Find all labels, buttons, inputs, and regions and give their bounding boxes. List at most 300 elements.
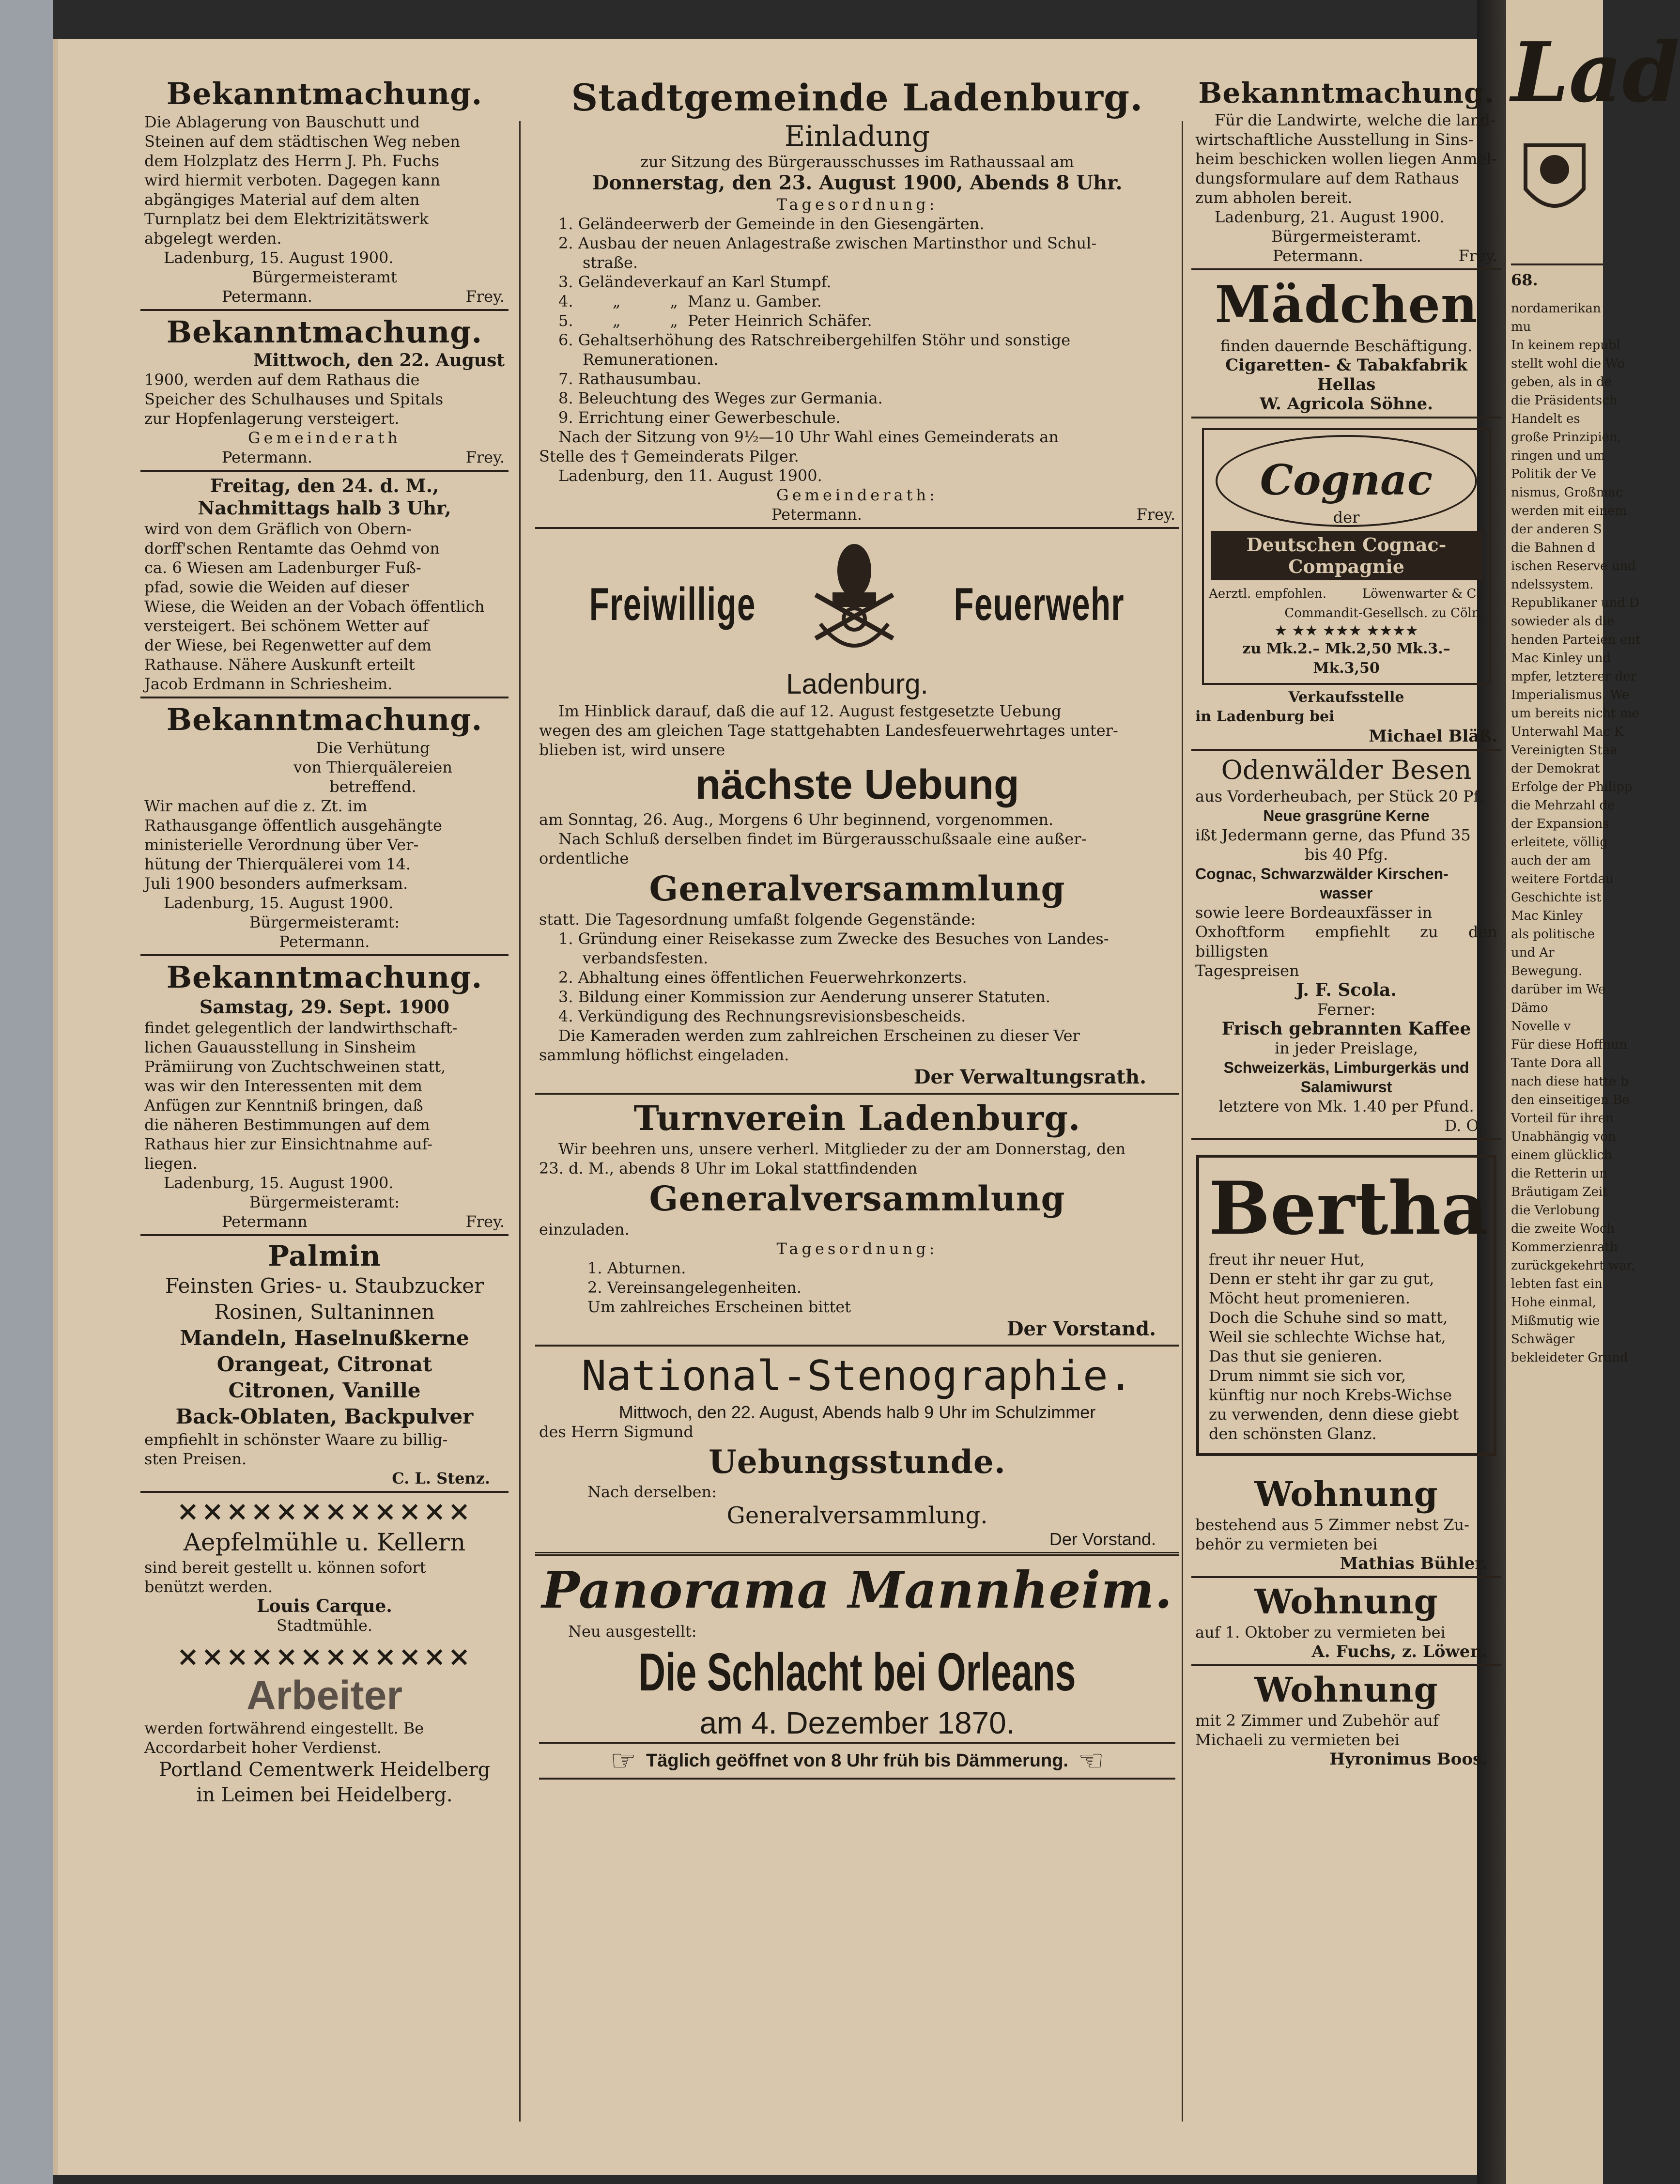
article-line: die zweite Woch <box>1511 1222 1615 1236</box>
signature: Petermann. <box>1273 247 1363 265</box>
ad-line: Wir beehren uns, unsere verherl. Mitglieder zu der am Donnerstag, den <box>558 1140 1126 1158</box>
notice-line: Turnplatz bei dem Elektrizitätswerk <box>144 210 429 228</box>
article-line: henden Parteien ent <box>1511 633 1641 647</box>
article-line: Geschichte ist <box>1511 890 1602 905</box>
article-line: die Verlobung <box>1511 1203 1600 1218</box>
article-line: ringen und um <box>1511 449 1605 463</box>
ad-line: Nach derselben: <box>587 1483 717 1501</box>
agenda-item: 1. Gründung einer Reisekasse zum Zwecke des Besuches von Landes- <box>558 929 1109 948</box>
article-line: sowieder als die <box>1511 614 1615 629</box>
notice-line: wird von dem Gräflich von Obern- <box>144 520 412 538</box>
poem-line: den schönsten Glanz. <box>1209 1425 1377 1443</box>
ad-aepfelmuehle <box>140 1493 509 1638</box>
notice-line: abgängiges Material auf dem alten <box>144 190 420 209</box>
coat-of-arms-icon <box>1511 126 1598 232</box>
article-line: lebten fast ein <box>1511 1277 1603 1291</box>
ad-bertha <box>1196 1155 1496 1456</box>
article-line: den einseitigen Be <box>1511 1093 1630 1107</box>
article-line: Schwäger <box>1511 1332 1575 1347</box>
ad-line: aus Vorderheubach, per Stück 20 Pf. <box>1195 787 1484 805</box>
divider-crosses: ×××××××××××× <box>176 1495 473 1527</box>
notice-line: hütung der Thierquälerei vom 14. <box>144 855 411 873</box>
notice-title: Bekanntmachung. <box>1198 77 1495 109</box>
article-line: Unterwahl Mac K <box>1511 725 1624 739</box>
signature: J. F. Scola. <box>1296 980 1397 1000</box>
agenda-item: 2. Abhaltung eines öffentlichen Feuerwehrkonzerts. <box>558 968 967 987</box>
agenda-item: 7. Rathausumbau. <box>558 370 702 388</box>
ad-firm: Löwenwarter & Co <box>1362 587 1484 601</box>
ad-turnverein <box>535 1095 1179 1347</box>
ad-line: bestehend aus 5 Zimmer nebst Zu- <box>1195 1516 1469 1534</box>
article-line: Hohe einmal, <box>1511 1295 1596 1310</box>
notice-title: Bekanntmachung. <box>166 702 483 737</box>
article-line: und Ar <box>1511 945 1555 960</box>
signature: Der Vorstand. <box>1049 1529 1156 1549</box>
notice-line: pfad, sowie die Weiden auf dieser <box>144 578 409 596</box>
ad-wohnung-2 <box>1191 1578 1501 1666</box>
agenda-item: 5. „ „ Peter Heinrich Schäfer. <box>558 311 872 330</box>
agenda-item: straße. <box>583 253 638 272</box>
notice-title: Stadtgemeinde Ladenburg. <box>571 76 1143 119</box>
notice-line: Speicher des Schulhauses und Spitals <box>144 390 444 408</box>
ad-line: Verkaufsstelle <box>1288 689 1404 706</box>
notice-line: ministerielle Verordnung über Ver- <box>144 836 419 854</box>
agenda-item: 8. Beleuchtung des Weges zur Germania. <box>558 389 883 407</box>
ad-line: Im Hinblick darauf, daß die auf 12. August festgesetzte Uebung <box>558 702 1062 720</box>
masthead-title: Lad <box>1511 24 1680 121</box>
article-line: zurückgekehrt war, <box>1511 1258 1635 1273</box>
ad-line: Neu ausgestellt: <box>568 1622 697 1641</box>
article-line: Erfolge der Philipp <box>1511 780 1633 794</box>
ad-title: Bertha <box>1209 1166 1488 1251</box>
notice-thierquaelerei <box>140 698 509 956</box>
ad-line: Frisch gebrannten Kaffee <box>1221 1019 1471 1039</box>
notice-line: Wiese, die Weiden an der Vobach öffentlich <box>144 597 485 616</box>
ad-line: in jeder Preislage, <box>1274 1039 1418 1057</box>
notice-subtitle: Einladung <box>784 120 930 153</box>
notice-line: dem Holzplatz des Herrn J. Ph. Fuchs <box>144 152 440 170</box>
notice-office: Bürgermeisteramt. <box>1271 227 1421 246</box>
signature: Frey. <box>1458 247 1497 265</box>
divider-crosses: ×××××××××××× <box>176 1641 473 1673</box>
article-line: der Demokrat <box>1511 761 1600 776</box>
notice-line: Die Ablagerung von Bauschutt und <box>144 113 420 131</box>
agenda-item: 2. Ausbau der neuen Anlagestraße zwischen Martinsthor und Schul- <box>558 234 1097 252</box>
notice-line: Steinen auf dem städtischen Weg neben <box>144 132 460 151</box>
ad-item: Back-Oblaten, Backpulver <box>175 1405 474 1428</box>
agenda-item: Remunerationen. <box>583 350 719 369</box>
signature-sub: Stadtmühle. <box>276 1616 373 1635</box>
signature: Frey. <box>465 287 505 306</box>
agenda-heading: Tagesordnung: <box>776 1239 938 1258</box>
agenda-item: 9. Errichtung einer Gewerbeschule. <box>558 408 841 427</box>
notice-date: Ladenburg, 15. August 1900. <box>164 894 394 912</box>
article-line: bekleideter Grund <box>1511 1350 1628 1365</box>
pointing-hand-right-icon: ☞ <box>610 1744 637 1778</box>
agenda-item: 6. Gehaltserhöhung des Ratschreibergehilfen Stöhr und sonstige <box>558 331 1071 349</box>
ad-item: Feinsten Gries- u. Staubzucker <box>165 1274 484 1298</box>
notice-line: zur Sitzung des Bürgerausschusses im Rathaussaal am <box>640 153 1074 171</box>
article-line: Für diese Hoffnun <box>1511 1038 1627 1052</box>
ad-line: des Herrn Sigmund <box>539 1423 694 1441</box>
ad-firm: Portland Cementwerk Heidelberg <box>158 1759 491 1781</box>
signature: Louis Carque. <box>257 1596 392 1616</box>
notice-office: Gemeinderath: <box>776 486 938 504</box>
ad-item: Orangeat, Citronat <box>216 1352 432 1376</box>
ad-line: einzuladen. <box>539 1220 630 1239</box>
agenda-item: 4. Verkündigung des Rechnungsrevisionsbescheids. <box>558 1007 966 1025</box>
article-line: der Expansions <box>1511 817 1609 831</box>
article-line: nach diese hatte b <box>1511 1074 1629 1089</box>
article-line: Handelt es <box>1511 412 1580 426</box>
notice-line: Stelle des † Gemeinderats Pilger. <box>539 447 799 465</box>
article-line: mpfer, letzterer der <box>1511 669 1637 684</box>
ad-line: der <box>1333 508 1360 527</box>
ad-line: finden dauernde Beschäftigung. <box>1220 337 1473 355</box>
notice-line: Wir machen auf die z. Zt. im <box>144 797 368 815</box>
book-binding <box>0 0 53 2184</box>
notice-line: die näheren Bestimmungen auf dem <box>144 1115 430 1134</box>
agenda-item: 3. Geländeverkauf an Karl Stumpf. <box>558 273 832 291</box>
article-line: Bräutigam Zeit <box>1511 1185 1608 1199</box>
ad-panorama <box>535 1556 1179 1782</box>
ad-palmin <box>140 1236 509 1493</box>
signature: Frey. <box>465 1212 505 1231</box>
signature: Petermann <box>222 1212 308 1231</box>
notice-lead: Mittwoch, den 22. August <box>253 350 505 371</box>
ad-line: 23. d. M., abends 8 Uhr im Lokal stattfindenden <box>539 1159 918 1177</box>
ad-firm: Cigaretten- & Tabakfabrik Hellas <box>1225 356 1467 394</box>
ad-title: Mädchen <box>1215 275 1478 334</box>
article-line: einem glücklich <box>1511 1148 1612 1162</box>
notice-office: Bürgermeisteramt <box>252 268 397 286</box>
notice-line: wirtschaftliche Ausstellung in Sins- <box>1195 130 1474 149</box>
notice-date: Ladenburg, den 11. August 1900. <box>558 466 822 485</box>
notice-subject: von Thierquälereien <box>293 758 452 776</box>
ad-title: Panorama Mannheim. <box>541 1560 1173 1620</box>
ad-headline: nächste Uebung <box>695 761 1019 808</box>
ad-line: bis 40 Pfg. <box>1304 845 1388 864</box>
article-line: große Prinzipien, <box>1511 430 1622 445</box>
notice-line: 1900, werden auf dem Rathaus die <box>144 371 420 389</box>
rating-stars: ★ ★★ ★★★ ★★★★ <box>1274 622 1418 639</box>
notice-lead: Nachmittags halb 3 Uhr, <box>198 497 451 519</box>
signature: A. Fuchs, z. Löwen. <box>1311 1642 1488 1661</box>
notice-line: Rathause. Nähere Auskunft erteilt <box>144 655 415 674</box>
ad-line: letztere von Mk. 1.40 per Pfund. <box>1218 1097 1474 1115</box>
notice-line: Juli 1900 besonders aufmerksam. <box>144 874 408 893</box>
ad-title: Turnverein Ladenburg. <box>633 1098 1081 1138</box>
notice-office: Gemeinderath <box>248 429 401 447</box>
article-line: Mac Kinley <box>1511 909 1583 923</box>
ad-line: ordentliche <box>539 849 629 867</box>
article-line: ndelssystem. <box>1511 577 1594 592</box>
signature: Petermann. <box>222 287 312 306</box>
notice-bauschutt <box>140 73 509 311</box>
ad-line: empfiehlt in schönster Waare zu billig- <box>144 1430 448 1449</box>
ad-line: am Sonntag, 26. Aug., Morgens 6 Uhr beginnend, vorgenommen. <box>539 810 1054 829</box>
ad-firm: W. Agricola Söhne. <box>1260 394 1433 414</box>
ad-line: wegen des am gleichen Tage stattgehabten Landesfeuerwehrtages unter- <box>539 721 1118 740</box>
ad-item: Mandeln, Haselnußkerne <box>180 1326 469 1350</box>
ad-line: mit 2 Zimmer und Zubehör auf <box>1195 1711 1439 1730</box>
notice-line: liegen. <box>144 1154 198 1173</box>
notice-hopfen <box>140 311 509 472</box>
ad-firm: Commandit-Gesellsch. zu Cöln. <box>1284 606 1484 620</box>
ad-title: Odenwälder Besen <box>1221 755 1472 785</box>
signature: D. O. <box>1444 1116 1483 1135</box>
notice-line: der Wiese, bei Regenwetter auf dem <box>144 636 432 654</box>
ad-firm: in Leimen bei Heidelberg. <box>196 1784 453 1806</box>
article-line: stellt wohl die Wo <box>1511 356 1625 371</box>
signature: Michael Bläß. <box>1369 727 1497 746</box>
article-line: darüber im We <box>1511 982 1606 997</box>
fire-brigade-emblem-icon <box>806 542 903 667</box>
notice-lead: Freitag, den 24. d. M., <box>210 475 439 496</box>
notice-line: lichen Gauausstellung in Sinsheim <box>144 1038 416 1056</box>
ad-title: Wohnung <box>1254 1670 1438 1710</box>
ad-title: Arbeiter <box>246 1673 403 1718</box>
notice-line: findet gelegentlich der landwirthschaft- <box>144 1019 458 1037</box>
article-line: Mac Kinley und <box>1511 651 1611 666</box>
ad-wohnung-3 <box>1191 1666 1501 1772</box>
ad-line: Schweizerkäs, Limburgerkäs und <box>1223 1059 1469 1076</box>
article-line: Bewegung. <box>1511 964 1583 978</box>
agenda-item: Um zahlreiches Erscheinen bittet <box>587 1298 851 1316</box>
signature: Der Vorstand. <box>1006 1317 1156 1340</box>
notice-line: zur Hopfenlagerung versteigert. <box>144 409 400 428</box>
notice-line: Rathausgange öffentlich ausgehängte <box>144 816 442 835</box>
ad-title: Aepfelmühle u. Kellern <box>183 1528 466 1556</box>
article-line: die Präsidentsch <box>1511 393 1618 408</box>
notice-subject: Die Verhütung <box>316 739 430 757</box>
poem-line: Denn er steht ihr gar zu gut, <box>1209 1270 1434 1288</box>
notice-title: Bekanntmachung. <box>166 960 483 995</box>
ad-prices: zu Mk.2.– Mk.2,50 Mk.3.– Mk.3,50 <box>1242 640 1450 677</box>
article-line: ischen Reserve und <box>1511 559 1636 573</box>
ad-line: sten Preisen. <box>144 1450 247 1468</box>
notice-line: ca. 6 Wiesen am Ladenburger Fuß- <box>144 558 421 577</box>
notice-date: Ladenburg, 15. August 1900. <box>164 1174 394 1192</box>
signature: Hyronimus Boos. <box>1329 1750 1488 1769</box>
article-line: Unabhängig von <box>1511 1130 1616 1144</box>
article-line: Imperialismus. We <box>1511 688 1630 702</box>
ad-line: Mittwoch, den 22. August, Abends halb 9 Uhr im Schulzimmer <box>618 1402 1096 1422</box>
ad-maedchen <box>1191 270 1501 418</box>
notice-line: Prämiirung von Zuchtschweinen statt, <box>144 1057 446 1076</box>
ad-line: behör zu vermieten bei <box>1195 1535 1378 1553</box>
notice-versteigerung <box>140 472 509 698</box>
notice-lead: Samstag, 29. Sept. 1900 <box>199 996 450 1018</box>
article-line: der anderen S <box>1511 522 1602 537</box>
pointing-hand-left-icon: ☜ <box>1078 1744 1104 1778</box>
ad-line: ißt Jedermann gerne, das Pfund 35 <box>1195 826 1471 844</box>
notice-line: versteigert. Bei schönem Wetter auf <box>144 617 429 635</box>
ad-title: Wohnung <box>1254 1581 1438 1622</box>
article-line: Vereinigten Staa <box>1511 743 1618 758</box>
notice-line: Jacob Erdmann in Schriesheim. <box>144 675 393 693</box>
notice-subject: betreffend. <box>329 777 416 796</box>
notice-line: was wir den Interessenten mit dem <box>144 1077 422 1095</box>
ad-feuerwehr <box>535 529 1179 1095</box>
ad-title: Wohnung <box>1254 1474 1438 1514</box>
article-line: um bereits nicht me <box>1511 706 1640 721</box>
ad-line: Neue grasgrüne Kerne <box>1263 807 1430 824</box>
poem-line: zu verwenden, denn diese giebt <box>1209 1405 1459 1424</box>
ad-line: werden fortwährend eingestellt. Be <box>144 1719 424 1737</box>
ad-line: sammlung höflichst eingeladen. <box>539 1046 789 1064</box>
ad-line: Michaeli zu vermieten bei <box>1195 1731 1400 1749</box>
article-line: nordamerikan <box>1511 301 1601 316</box>
notice-date: Ladenburg, 15. August 1900. <box>164 248 394 267</box>
ad-line: Generalversammlung. <box>726 1502 988 1529</box>
ad-item: Rosinen, Sultaninnen <box>214 1300 435 1324</box>
article-text <box>1506 299 1641 1367</box>
ad-line: Nach Schluß derselben findet im Bürgerausschußsaale eine außer- <box>558 830 1087 848</box>
ad-wohnung-1 <box>1191 1471 1501 1578</box>
signature: Petermann. <box>771 505 862 524</box>
article-line: die Bahnen d <box>1511 541 1595 555</box>
article-line: In keinem republ <box>1511 338 1620 353</box>
signature: Petermann. <box>222 448 312 466</box>
article-line: Republikaner und D <box>1511 596 1639 610</box>
article-line: als politische <box>1511 927 1595 942</box>
article-line: mu <box>1511 320 1531 334</box>
ad-line: benützt werden. <box>144 1578 273 1596</box>
agenda-item: 1. Abturnen. <box>587 1259 686 1277</box>
notice-office: Bürgermeisteramt: <box>249 1193 400 1211</box>
notice-line: dorff'schen Rentamte das Oehmd von <box>144 539 440 558</box>
agenda-item: verbandsfesten. <box>583 949 709 967</box>
notice-line: heim beschicken wollen liegen Anmel- <box>1195 150 1497 168</box>
article-line: die Retterin un <box>1511 1166 1608 1181</box>
notice-landwirte <box>1191 73 1501 270</box>
ad-line: auf 1. Oktober zu vermieten bei <box>1195 1623 1446 1642</box>
ad-line: Die Kameraden werden zum zahlreichen Erscheinen zu dieser Ver <box>558 1026 1080 1045</box>
article-line: Mißmutig wie <box>1511 1314 1600 1328</box>
ad-line: sowie leere Bordeauxfässer in <box>1195 903 1433 922</box>
notice-title: Bekanntmachung. <box>166 314 483 350</box>
ad-title: Freiwillige <box>589 578 756 630</box>
poem-line: Weil sie schlechte Wichse hat, <box>1209 1328 1446 1346</box>
ad-line: Accordarbeit hoher Verdienst. <box>144 1738 382 1757</box>
facing-page <box>1506 0 1680 2184</box>
ad-line: in Ladenburg bei <box>1195 708 1335 725</box>
signature: Petermann. <box>279 932 370 951</box>
ad-banner: Deutschen Cognac-Compagnie <box>1211 531 1482 580</box>
ad-arbeiter <box>140 1638 509 1811</box>
ad-headline: Uebungsstunde. <box>709 1443 1006 1481</box>
notice-zuchtschweine <box>140 956 509 1236</box>
article-line: Vorteil für ihren <box>1511 1111 1614 1126</box>
signature: Frey. <box>465 448 505 466</box>
poem-line: Das thut sie genieren. <box>1209 1347 1383 1365</box>
ad-headline: Generalversammlung <box>649 868 1065 909</box>
article-line: Kommerzienrath <box>1511 1240 1618 1255</box>
issue-number: 68. <box>1511 263 1603 290</box>
agenda-item: 4. „ „ Manz u. Gamber. <box>558 292 822 310</box>
agenda-item: 1. Geländeerwerb der Gemeinde in den Giesengärten. <box>558 215 985 233</box>
cognac-logo: Cognac <box>1216 435 1477 527</box>
notice-line: abgelegt werden. <box>144 229 282 248</box>
ad-title: Palmin <box>268 1239 381 1272</box>
signature: Frey. <box>1136 505 1175 524</box>
ad-headline: Generalversammlung <box>649 1178 1065 1219</box>
agenda-item: 3. Bildung einer Kommission zur Aenderung unserer Statuten. <box>558 988 1050 1006</box>
poem-line: Drum nimmt sie sich vor, <box>1209 1366 1406 1385</box>
ad-cognac <box>1191 418 1501 751</box>
article-line: weitere Fortdau <box>1511 872 1614 886</box>
notice-line: Für die Landwirte, welche die land- <box>1215 111 1495 129</box>
ad-headline: Die Schlacht bei Orleans <box>638 1642 1076 1702</box>
column-middle <box>535 73 1179 2131</box>
article-line: erleitete, völlig <box>1511 835 1608 850</box>
article-line: geben, als in de <box>1511 375 1612 389</box>
notice-date-bold: Donnerstag, den 23. August 1900, Abends 8 Uhr. <box>592 171 1123 194</box>
ad-odenwaelder <box>1191 751 1501 1140</box>
article-line: die Mehrzahl de <box>1511 798 1615 813</box>
ad-footer: Täglich geöffnet von 8 Uhr früh bis Dämmerung. <box>646 1750 1068 1771</box>
notice-line: Rathaus hier zur Einsichtnahme auf- <box>144 1135 433 1153</box>
notice-office: Bürgermeisteramt: <box>249 913 400 931</box>
ad-line: statt. Die Tagesordnung umfaßt folgende Gegenstände: <box>539 910 976 929</box>
notice-line: dungsformulare auf dem Rathaus <box>1195 169 1459 187</box>
notice-date: Ladenburg, 21. August 1900. <box>1215 208 1445 226</box>
ad-city: Ladenburg. <box>786 668 928 700</box>
poem-line: Möcht heut promenieren. <box>1209 1289 1410 1307</box>
poem-line: künftig nur noch Krebs-Wichse <box>1209 1386 1452 1404</box>
poem-line: Doch die Schuhe sind so matt, <box>1209 1308 1448 1327</box>
column-right <box>1191 73 1501 2131</box>
ad-note: Aerztl. empfohlen. <box>1209 587 1327 601</box>
ad-date: am 4. Dezember 1870. <box>699 1705 1015 1740</box>
notice-line: Nach der Sitzung von 9½—10 Uhr Wahl eines Gemeinderats an <box>558 428 1059 446</box>
notice-line: Anfügen zur Kenntniß bringen, daß <box>144 1096 423 1115</box>
ad-line: Oxhoftform empfiehlt zu den billigsten <box>1195 923 1497 960</box>
ad-line: blieben ist, wird unsere <box>539 741 725 759</box>
ad-line: wasser <box>1320 884 1373 902</box>
agenda-heading: Tagesordnung: <box>776 195 938 214</box>
article-line: Tante Dora all <box>1511 1056 1602 1070</box>
notice-stadtgemeinde <box>535 73 1179 529</box>
ad-line: sind bereit gestellt u. können sofort <box>144 1558 426 1577</box>
article-line: Novelle v <box>1511 1019 1571 1034</box>
agenda-item: 2. Vereinsangelegenheiten. <box>587 1278 801 1297</box>
article-line: nismus, Großmac <box>1511 485 1623 500</box>
signature: Mathias Bühler. <box>1340 1554 1488 1573</box>
ad-line: Tagespreisen <box>1195 961 1299 980</box>
ad-stenographie <box>535 1347 1179 1556</box>
ad-title: Feuerwehr <box>954 578 1125 630</box>
ad-item: Citronen, Vanille <box>228 1379 421 1402</box>
article-line: auch der am <box>1511 853 1591 868</box>
column-rule-2 <box>1182 121 1183 2122</box>
notice-line: zum abholen bereit. <box>1195 188 1353 207</box>
article-line: Politik der Ve <box>1511 467 1597 481</box>
ad-line: Cognac, Schwarzwälder Kirschen- <box>1195 865 1449 883</box>
notice-line: wird hiermit verboten. Dagegen kann <box>144 171 441 189</box>
article-line: werden mit einem <box>1511 504 1627 518</box>
signature: Der Verwaltungsrath. <box>913 1066 1146 1088</box>
article-line: Dämo <box>1511 1001 1548 1015</box>
ad-title: National-Stenographie. <box>581 1352 1133 1400</box>
ad-line: Salamiwurst <box>1300 1078 1392 1096</box>
column-left <box>140 73 509 2131</box>
notice-title: Bekanntmachung. <box>166 76 483 111</box>
poem-line: freut ihr neuer Hut, <box>1209 1250 1365 1269</box>
signature: C. L. Stenz. <box>392 1469 490 1487</box>
ad-line: Ferner: <box>1317 1000 1376 1019</box>
